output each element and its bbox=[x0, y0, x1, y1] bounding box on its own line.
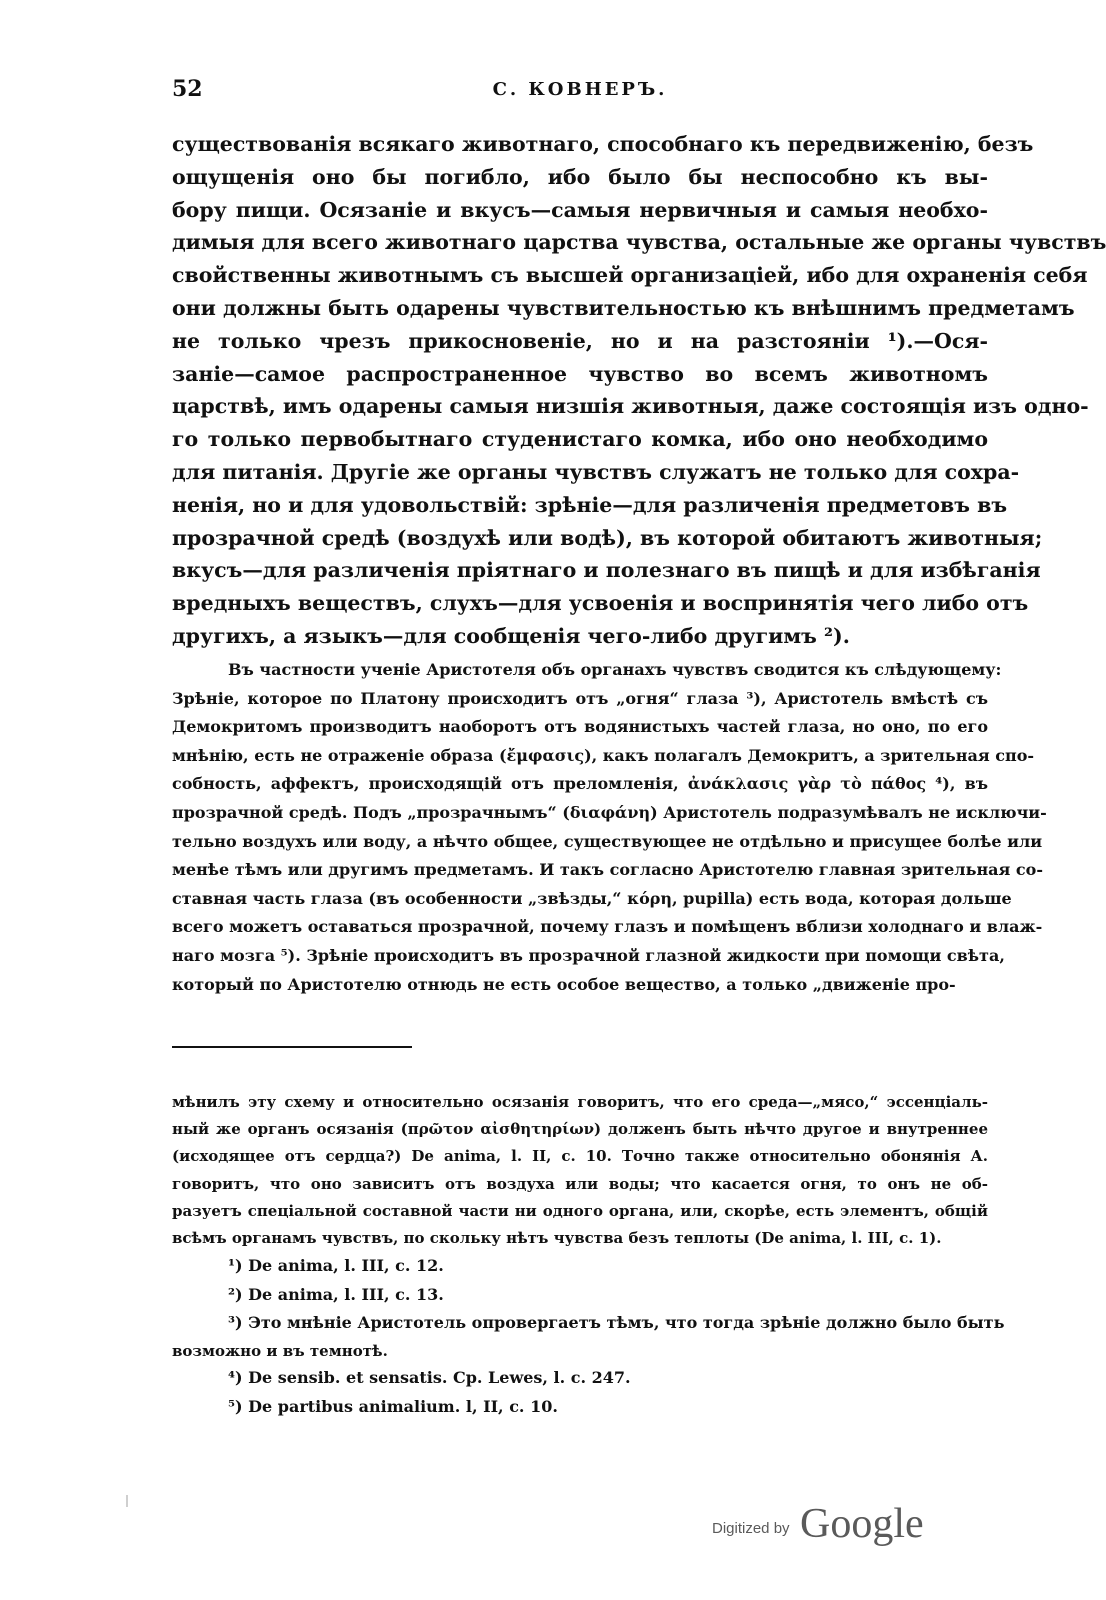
footnote-5: ⁵) De partibus animalium. l, II, c. 10. bbox=[228, 1396, 558, 1416]
text-line: ненія, но и для удовольствій: зрѣніе—для различенія предметовъ въ bbox=[172, 492, 1008, 517]
text-line: вредныхъ веществъ, слухъ—для усвоенія и воспринятія чего либо отъ bbox=[172, 591, 1029, 616]
text-line: Въ частности ученіе Аристотеля объ органахъ чувствъ сводится къ слѣдующему: bbox=[228, 660, 1002, 679]
text-line: царствѣ, имъ одарены самыя низшія животныя, даже состоящія изъ одно- bbox=[172, 394, 1089, 419]
footnote-continuation-line: говоритъ, что оно зависитъ отъ воздуха или воды; что касается огня, то онъ не об- bbox=[172, 1174, 988, 1193]
footnote-4: ⁴) De sensib. et sensatis. Cp. Lewes, l. c. 247. bbox=[228, 1367, 631, 1387]
text-line: мнѣнію, есть не отраженіе образа (ἔμφασις), какъ полагалъ Демокритъ, а зрительная спо- bbox=[172, 745, 1035, 765]
text-line: прозрачной средѣ. Подъ „прозрачнымъ“ (διαφάνη) Аристотель подразумѣвалъ не исключи- bbox=[172, 802, 1047, 822]
text-line: димыя для всего животнаго царства чувства, остальные же органы чувствъ bbox=[172, 230, 1106, 255]
text-line: другихъ, а языкъ—для сообщенія чего-либо другимъ ²). bbox=[172, 623, 850, 648]
text-line: Зрѣніе, которое по Платону происходитъ отъ „огня“ глаза ³), Аристотель вмѣстѣ съ bbox=[172, 688, 988, 708]
small-print-paragraph bbox=[172, 656, 1047, 999]
text-line: собность, аффектъ, происходящій отъ преломленія, ἀνάκλασις γὰρ τὸ πάθος ⁴), въ bbox=[172, 774, 988, 794]
text-line: они должны быть одарены чувствительностью къ внѣшнимъ предметамъ bbox=[172, 295, 1075, 320]
page-number: 52 bbox=[172, 76, 203, 102]
footnote-1: ¹) De anima, l. III, c. 12. bbox=[228, 1256, 444, 1276]
text-line: свойственны животнымъ съ высшей организаціей, ибо для охраненія себя bbox=[172, 263, 1088, 288]
footnote-3: ³) Это мнѣніе Аристотель опровергаетъ тѣмъ, что тогда зрѣніе должно было быть bbox=[228, 1313, 1005, 1333]
text-line: ощущенія оно бы погибло, ибо было бы неспособно къ вы- bbox=[172, 164, 988, 189]
text-line: ставная часть глаза (въ особенности „звѣзды,“ κόρη, pupilla) есть вода, которая дольше bbox=[172, 888, 1012, 908]
scan-artifact bbox=[126, 1495, 128, 1507]
text-line: наго мозга ⁵). Зрѣніе происходитъ въ прозрачной глазной жидкости при помощи свѣта, bbox=[172, 945, 1005, 965]
running-head: С. КОВНЕРЪ. bbox=[492, 79, 668, 100]
text-line: для питанія. Другіе же органы чувствъ служатъ не только для сохра- bbox=[172, 459, 1020, 484]
text-line: который по Аристотелю отнюдь не есть особое вещество, а только „движеніе про- bbox=[172, 974, 956, 994]
footnote-2: ²) De anima, l. III, c. 13. bbox=[228, 1284, 444, 1304]
text-line: бору пищи. Осязаніе и вкусъ—самыя нервичныя и самыя необхо- bbox=[172, 197, 988, 222]
footnote-continuation-line: всѣмъ органамъ чувствъ, по скольку нѣтъ чувства безъ теплоты (De anima, l. III, c. 1). bbox=[172, 1228, 942, 1247]
main-text bbox=[172, 128, 1106, 653]
watermark-prefix: Digitized by bbox=[712, 1520, 790, 1537]
digitized-by-google-watermark bbox=[712, 1500, 952, 1550]
footnotes bbox=[172, 1089, 1005, 1421]
text-line: го только первобытнаго студенистаго комка, ибо оно необходимо bbox=[172, 427, 988, 452]
text-line: Демокритомъ производитъ наоборотъ отъ водянистыхъ частей глаза, но оно, по его bbox=[172, 717, 988, 737]
footnote-continuation-line: мѣнилъ эту схему и относительно осязанія говоритъ, что его среда—„мясо,“ эссенціаль- bbox=[172, 1093, 988, 1111]
text-line: не только чрезъ прикосновеніе, но и на разстояніи ¹).—Ося- bbox=[172, 328, 988, 353]
text-line: тельно воздухъ или воду, а нѣчто общее, существующее не отдѣльно и присущее болѣе или bbox=[172, 831, 1043, 851]
text-line: вкусъ—для различенія пріятнаго и полезнаго въ пищѣ и для избѣганія bbox=[172, 558, 1041, 583]
footnote-continuation-line: разуетъ спеціальной составной части ни одного органа, или, скорѣе, есть элементъ, общій bbox=[172, 1201, 988, 1220]
text-line: всего можетъ оставаться прозрачной, почему глазъ и помѣщенъ вблизи холоднаго и влаж- bbox=[172, 917, 1043, 937]
text-line: прозрачной средѣ (воздухѣ или водѣ), въ которой обитаютъ животныя; bbox=[172, 525, 1043, 550]
google-logo-text: Google bbox=[800, 1501, 924, 1547]
text-line: существованія всякаго животнаго, способнаго къ передвиженію, безъ bbox=[172, 132, 1034, 156]
text-line: заніе—самое распространенное чувство во всемъ животномъ bbox=[172, 361, 988, 386]
footnote-3-continuation: возможно и въ темнотѣ. bbox=[172, 1341, 388, 1360]
footnote-continuation-line: (исходящее отъ сердца?) De anima, l. II, c. 10. Точно также относительно обонянія А. bbox=[172, 1147, 988, 1166]
page-header bbox=[172, 76, 988, 110]
text-line: менѣе тѣмъ или другимъ предметамъ. И такъ согласно Аристотелю главная зрительная со- bbox=[172, 860, 1043, 880]
footnote-divider bbox=[172, 1046, 412, 1048]
footnote-continuation-line: ный же органъ осязанія (πρῶτον αἰσθητηρίων) долженъ быть нѣчто другое и внутреннее bbox=[172, 1120, 988, 1139]
